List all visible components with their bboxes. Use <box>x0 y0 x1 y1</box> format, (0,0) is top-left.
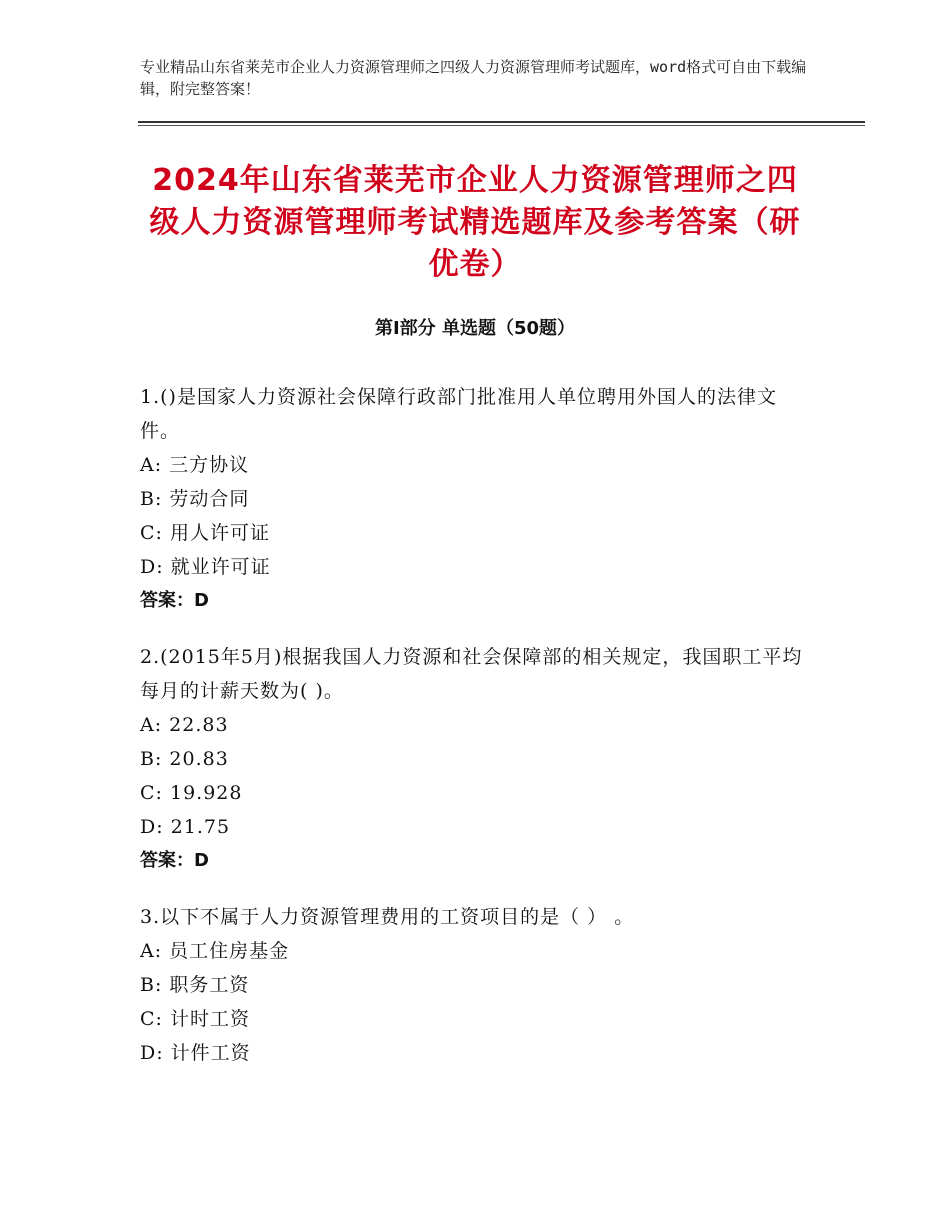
option-a: A: 三方协议 <box>140 454 250 476</box>
question-stem: 3.以下不属于人力资源管理费用的工资项目的是（ ） 。 <box>140 906 635 928</box>
option-d: D: 计件工资 <box>140 1042 251 1064</box>
question-stem: 1.()是国家人力资源社会保障行政部门批准用人单位聘用外国人的法律文件。 <box>140 386 777 442</box>
answer: 答案：D <box>140 850 209 871</box>
option-c: C: 19.928 <box>140 782 243 804</box>
option-c: C: 用人许可证 <box>140 522 270 544</box>
header-note: 专业精品山东省莱芜市企业人力资源管理师之四级人力资源管理师考试题库，word格式可自由下载编辑，附完整答案！ <box>140 58 807 98</box>
option-a: A: 22.83 <box>140 714 229 736</box>
question-1 <box>140 380 810 618</box>
header-divider-thick <box>138 121 865 123</box>
section-title: 第Ⅰ部分 单选题（50题） <box>374 318 575 339</box>
option-a: A: 员工住房基金 <box>140 940 290 962</box>
question-3 <box>140 900 810 1070</box>
answer: 答案：D <box>140 590 209 611</box>
header-divider-thin <box>138 125 865 126</box>
option-d: D: 21.75 <box>140 816 231 838</box>
option-b: B: 职务工资 <box>140 974 250 996</box>
option-b: B: 劳动合同 <box>140 488 250 510</box>
option-b: B: 20.83 <box>140 748 229 770</box>
question-stem: 2.(2015年5月)根据我国人力资源和社会保障部的相关规定，我国职工平均每月的计薪天数为( )。 <box>140 646 803 702</box>
option-c: C: 计时工资 <box>140 1008 250 1030</box>
question-list <box>140 380 810 1092</box>
document-title: 2024年山东省莱芜市企业人力资源管理师之四级人力资源管理师考试精选题库及参考答案（研优卷） <box>149 163 801 282</box>
option-d: D: 就业许可证 <box>140 556 271 578</box>
question-2 <box>140 640 810 878</box>
